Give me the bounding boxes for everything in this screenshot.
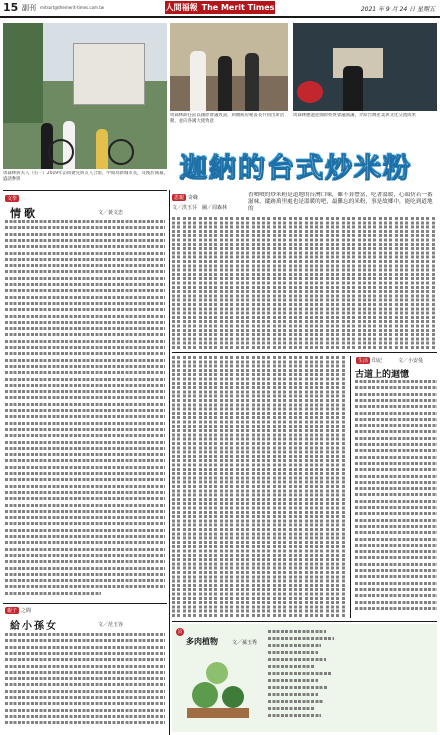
feature-tag — [172, 194, 198, 201]
feature-title: 迦納的台式炒米粉 — [180, 153, 412, 184]
issue-date: 2021 年 9 月 24 日 星期五 — [360, 6, 435, 13]
photo-couple-bikes — [3, 23, 167, 169]
page-number: 15 — [3, 1, 19, 14]
column-tag-word: 之間 — [21, 608, 32, 614]
article-body-old-road — [355, 380, 437, 618]
divider — [172, 621, 437, 622]
photo-ceremony — [170, 23, 288, 111]
page-header — [0, 0, 440, 18]
poem-title: 多肉植物 — [186, 637, 218, 646]
column-byline-granddaughter: 文／范玉容 — [98, 622, 124, 628]
feature-tag-label: 思親 — [174, 195, 185, 201]
succulent-illustration — [182, 652, 262, 722]
column-title-love-song: 情歌 — [10, 207, 38, 220]
column-tag: 親子 — [7, 608, 18, 614]
article-body-granddaughter — [5, 633, 165, 731]
divider — [350, 356, 351, 618]
column-header-love-song — [5, 195, 19, 202]
logo-english: The Merit Times — [201, 3, 275, 12]
poem-tag: 詩 — [177, 630, 183, 635]
photo-caption-top: 周森林卸任前以國際會議致詞，與總統府秘書長共同出席活動，並向各國大使致意 — [170, 113, 285, 124]
column-tag: 生活 — [358, 358, 369, 364]
column-byline-old-road: 文／小安曼 — [398, 358, 424, 364]
column-byline-love-song: 文／黃文忠 — [98, 210, 124, 216]
column-title-old-road: 古道上的迴憶 — [355, 370, 410, 380]
feature-body-upper — [172, 217, 437, 350]
divider — [3, 603, 167, 604]
article-body-love-song — [5, 220, 165, 598]
feature-lead: 香噴噴的炒米粉是道地的台灣口味，雖不算豐富，吃著溫暖，心頭仿若一番滋味，縱跡萬里處也是溫暖的吧，最難忘的米粉，事是故鄉中，能吃到道地的 — [248, 192, 433, 213]
poem-byline: 文／孫玉秀 — [232, 640, 258, 646]
column-tag-word: 印記 — [372, 358, 383, 364]
logo-chinese: 人間福報 — [165, 3, 198, 12]
photo-podium — [293, 23, 437, 111]
header-url: mitsort@themerit-times.com.tw — [40, 5, 105, 10]
divider — [3, 190, 167, 191]
photo-caption-left: 周森林與夫人（右一）2019年訪問捷克與友人合影，中間為新城市長，及後於開幕，盛請參與 — [3, 171, 168, 182]
poem-body — [268, 630, 433, 730]
divider — [169, 190, 170, 735]
feature-byline: 文／洪玉芬 圖／周森林 — [172, 205, 228, 211]
newspaper-logo — [165, 1, 275, 14]
column-header-old-road — [356, 357, 423, 364]
feature-body-lower — [172, 356, 347, 618]
section-label: 副刊 — [22, 4, 36, 12]
column-tag: 文學 — [7, 196, 18, 202]
photo-caption-right: 周森林應邀赴國際經貿會議演講，介紹台灣產業與文化交流成果 — [293, 113, 416, 118]
column-title-granddaughter: 給小孫女 — [10, 621, 58, 632]
feature-tag-word: 奇緣 — [188, 195, 199, 201]
column-header-granddaughter — [5, 607, 31, 614]
divider — [172, 352, 437, 353]
